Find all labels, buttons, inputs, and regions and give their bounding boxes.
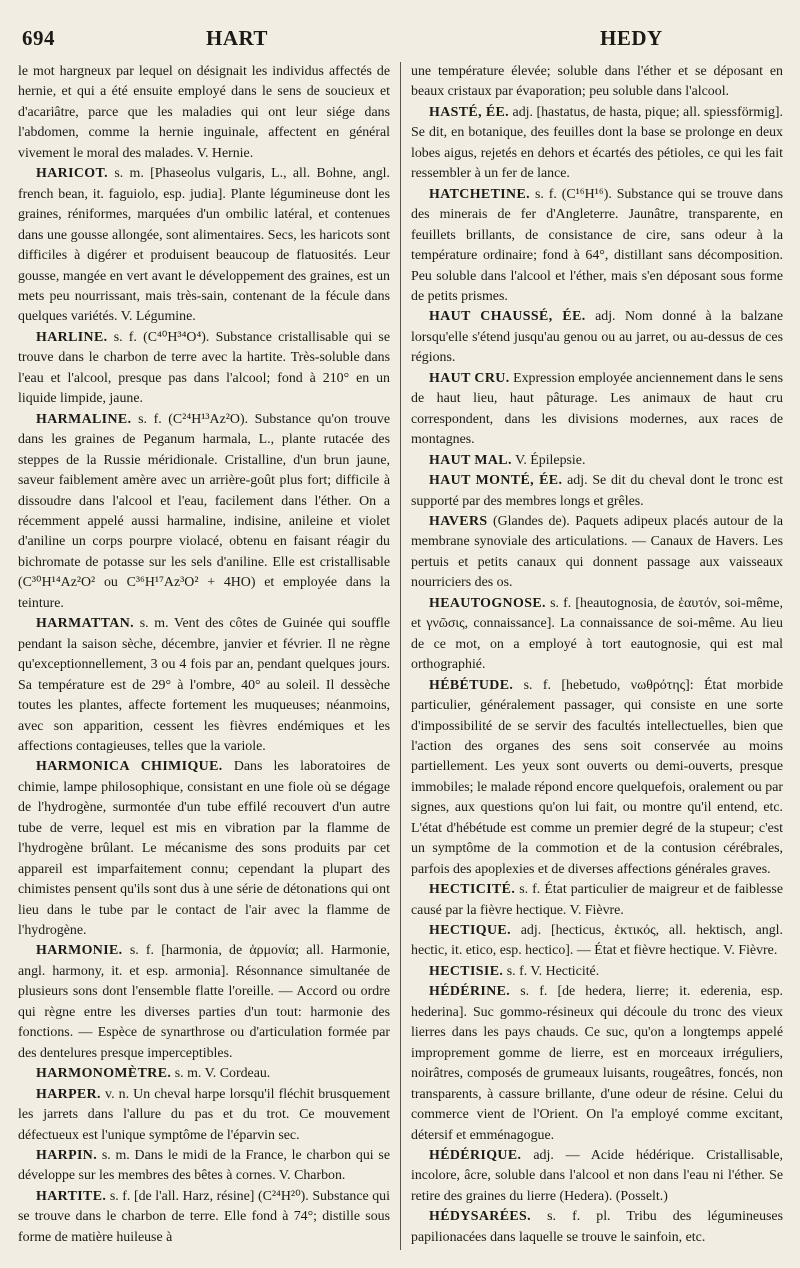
column-divider: [400, 62, 401, 1250]
entry-text: s. m. Vent des côtes de Guinée qui souffle pendant la saison sèche, décembre, janvier et février. Il ne règne qu'exceptionnellement, 3 ou 4 fois par an, pendant quelques jours. Sa température est de 29° à l'ombre, 40° au soleil. Il dessèche toutes les plantes, affecte fortement les muqueuses; néanmoins, avec son apparition, cessent les fièvres endémiques et les affections contagieuses, telles que la variole.: [18, 616, 390, 754]
entry-text: s. m. [Phaseolus vulgaris, L., all. Bohne, angl. french bean, it. faguiolo, esp. judia]. Plante légumineuse dont les graines, réniformes, marquées d'un ombilic latéral, et contenues dans une gousse allongée, sont alimentaires. Secs, les haricots sont difficiles à digérer et produisent beaucoup de flatuosités. Leur gousse, mangée en vert avant le développement des graines, est un mets peu nourrissant, mais très-sain, contenant de la fécule dans quelques variétés. V. Légumine.: [18, 166, 390, 325]
entry-text: Dans les laboratoires de chimie, lampe philosophique, consistant en une fiole où se dégage de l'hydrogène, surmontée d'un tube effilé recouvert d'un autre tube de verre, lequel est mis en vibration par la flamme de l'hydrogène brûlant. Le mécanisme des sons produits par cet appareil est imparfaitement connu; cependant la plupart des chimistes pensent qu'ils sont dus à une série de détonations qui ont lieu dans le tube par le contact de l'air avec la flamme de l'hydrogène.: [18, 759, 390, 939]
entry-headword: HARMONIE.: [36, 943, 123, 959]
dictionary-entry: [411, 1207, 783, 1248]
entry-headword: HAUT CRU.: [429, 370, 510, 386]
entry-text: une température élevée; soluble dans l'éther et se déposant en beaux cristaux par évaporation; peu soluble dans l'alcool.: [411, 64, 783, 100]
entry-headword: HARMONICA CHIMIQUE.: [36, 759, 223, 775]
entry-text: s. f. État particulier de maigreur et de faiblesse causé par la fièvre hectique. V. Fièvre.: [411, 882, 783, 918]
dictionary-entry: [411, 307, 783, 368]
entry-text: adj. [hastatus, de hasta, pique; all. spiessförmig]. Se dit, en botanique, des feuilles dont la base se prolonge en deux lobes aigus, rejetés en dehors et écartés des pétioles, ce qui les fait ressembler à un fer de lance.: [411, 104, 783, 182]
entry-text: Expression employée anciennement dans le sens de haut lieu, haut pâturage. Les animaux de haut cru correspondent, dans les divisions modernes, aux races de montagnes.: [411, 370, 783, 448]
dictionary-entry: [18, 1064, 390, 1084]
entry-text: adj. — Acide hédérique. Cristallisable, incolore, âcre, soluble dans l'alcool et non dans l'eau ni l'éther. Se retire des graines du lierre (Hedera). (Posselt.): [411, 1148, 783, 1204]
entry-headword: HARICOT.: [36, 166, 109, 182]
entry-headword: HAUT CHAUSSÉ, ÉE.: [429, 309, 586, 325]
dictionary-entry: [411, 982, 783, 1146]
entry-headword: HÉDÉRINE.: [429, 984, 511, 1000]
dictionary-entry: [18, 328, 390, 410]
left-column: [18, 62, 390, 1250]
dictionary-entry: [18, 614, 390, 757]
entry-headword: HÉDYSARÉES.: [429, 1209, 532, 1225]
dictionary-entry: [411, 103, 783, 185]
dictionary-entry: [411, 62, 783, 103]
entry-headword: HARMATTAN.: [36, 616, 135, 632]
entry-headword: HARPER.: [36, 1086, 101, 1102]
entry-headword: HATCHETINE.: [429, 186, 531, 202]
entry-headword: HECTICITÉ.: [429, 882, 516, 898]
entry-text: s. m. V. Cordeau.: [174, 1066, 271, 1082]
entry-headword: HÉBÉTUDE.: [429, 677, 514, 693]
entry-headword: HAVERS: [429, 513, 488, 529]
entry-text: v. n. Un cheval harpe lorsqu'il fléchit brusquement les jarrets dans l'allure du pas et du trot. Ce mouvement défectueux est l'unique symptôme de l'éparvin sec.: [18, 1086, 390, 1143]
entry-text: adj. Se dit du cheval dont le tronc est supporté par des membres longs et grêles.: [411, 473, 783, 509]
entry-text: s. f. [de hedera, lierre; it. ederenia, esp. hederina]. Suc gommo-résineux qui découle du tronc des vieux lierres dans les pays chauds. Ce suc, qu'on a longtemps appelé improprement gomme de lierre, est en morceaux irréguliers, noirâtres, composés de grumeaux luisants, rougeâtres, foncés, non transparents, à cassure brillante, d'une odeur de résine. Celui du commerce vient de l'Orient. On l'a employé comme excitant, détersif et emménagogue.: [411, 984, 783, 1143]
dictionary-entry: [411, 962, 783, 982]
entry-headword: HÉDÉRIQUE.: [429, 1148, 522, 1164]
entry-headword: HARLINE.: [36, 329, 108, 345]
entry-text: adj. [hecticus, ἑκτικός, all. hektisch, angl. hectic, it. etico, esp. hectico]. — État et fièvre hectique. V. Fièvre.: [411, 923, 783, 959]
entry-headword: HAUT MAL.: [429, 452, 512, 468]
entry-text: s. f. [harmonia, de ἁρμονία; all. Harmonie, angl. harmony, it. et esp. armonia]. Résonnance simultanée de plusieurs sons dont l'ensemble flatte l'oreille. — Accord ou ordre qui règne entre les diverses parties d'un tout: harmonie des fonctions. — Espèce de synarthrose ou d'articulation formée par des dentelures presque imperceptibles.: [18, 943, 390, 1061]
running-header: [20, 26, 780, 54]
dictionary-entry: [18, 941, 390, 1064]
entry-headword: HEAUTOGNOSE.: [429, 595, 546, 611]
dictionary-entry: [411, 1146, 783, 1207]
entry-headword: HARMONOMÈTRE.: [36, 1066, 172, 1082]
dictionary-entry: [411, 451, 783, 471]
entry-headword: HECTISIE.: [429, 963, 504, 979]
entry-text: s. f. (C⁴⁰H³⁴O⁴). Substance cristallisable qui se trouve dans le charbon de terre avec la hartite. Très-soluble dans l'eau et l'alcool, presque pas dans l'alcool; fond à 210° en un liquide limpide, jaune.: [18, 329, 390, 407]
dictionary-entry: [18, 1085, 390, 1146]
dictionary-entry: [411, 921, 783, 962]
entry-text: s. m. Dans le midi de la France, le charbon qui se développe sur les membres des bêtes à cornes. V. Charbon.: [18, 1148, 390, 1184]
left-running-head: HART: [206, 26, 268, 50]
entry-text: s. f. [de l'all. Harz, résine] (C²⁴H²⁰). Substance qui se trouve dans le charbon de terre. Elle fond à 74°; distille sous forme de matière huileuse à: [18, 1188, 390, 1245]
dictionary-entry: [18, 1146, 390, 1187]
right-running-head: HEDY: [600, 26, 663, 50]
entry-text: s. f. V. Hecticité.: [506, 963, 600, 979]
entry-text: le mot hargneux par lequel on désignait les individus affectés de hernie, et qui a été ensuite employé dans le sens de soucieux et d'acariâtre, parce que les maladies qui ont leur siége dans l'abdomen, comme la hernie inguinale, affectent en général vivement le moral des malades. V. Hernie.: [18, 64, 390, 161]
entry-headword: HARTITE.: [36, 1188, 107, 1204]
entry-headword: HARPIN.: [36, 1148, 98, 1164]
entry-headword: HARMALINE.: [36, 411, 132, 427]
dictionary-entry: [18, 757, 390, 941]
dictionary-entry: [18, 62, 390, 164]
entry-text: V. Épilepsie.: [515, 452, 586, 468]
dictionary-entry: [18, 1187, 390, 1248]
right-column: [411, 62, 783, 1250]
entry-text: s. f. [hebetudo, νωθρότης]: État morbide particulier, généralement passager, qui consiste en une sorte d'impossibilité de se servir des facultés intellectuelles, bien que l'action des organes des sens soit conservée au moins partiellement. Les yeux sont ouverts ou demi-ouverts, presque immobiles; le malade répond encore quelquefois, oralement ou par signes, aux questions qu'on lui fait, ou montre qu'il entend, etc. L'état d'hébétude est comme un premier degré de la stupeur; c'est un symptôme de la commotion et de la contusion cérébrales, parfois des apoplexies et de diverses affections générales graves.: [411, 677, 783, 877]
entry-text: s. f. (C¹⁶H¹⁶). Substance qui se trouve dans des minerais de fer d'Angleterre. Jaunâtre, transparente, en feuillets brillants, de consistance de cire, sans odeur à la température ordinaire; fond à 64°, distillant sans décomposition. Peu soluble dans l'alcool et l'éther, mais s'en déposant sous forme de petits prismes.: [411, 186, 783, 304]
page-number: 694: [22, 26, 55, 50]
dictionary-entry: [411, 512, 783, 594]
dictionary-entry: [411, 369, 783, 451]
entry-headword: HAUT MONTÉ, ÉE.: [429, 473, 563, 489]
dictionary-entry: [411, 471, 783, 512]
entry-text: s. f. pl. Tribu des légumineuses papilionacées dans laquelle se trouve le sainfoin, etc.: [411, 1209, 783, 1245]
entry-headword: HASTÉ, ÉE.: [429, 104, 510, 120]
entry-text: (Glandes de). Paquets adipeux placés autour de la membrane synoviale des articulations. — Canaux de Havers. Les pertuis et petits canaux qui donnent passage aux vaisseaux nourriciers des os.: [411, 513, 783, 591]
entry-headword: HECTIQUE.: [429, 923, 511, 939]
dictionary-entry: [411, 594, 783, 676]
dictionary-entry: [18, 164, 390, 328]
entry-text: adj. Nom donné à la balzane lorsqu'elle s'étend jusqu'au genou ou au jarret, ou au-dessus de ces régions.: [411, 309, 783, 366]
dictionary-entry: [411, 880, 783, 921]
dictionary-entry: [411, 676, 783, 881]
entry-text: s. f. (C²⁴H¹³Az²O). Substance qu'on trouve dans les graines de Peganum harmala, L., plante rutacée des steppes de la Russie méridionale. Cristalline, d'un brun jaune, saveur faiblement amère avec un arrière-goût plus fort; difficile à dissoudre dans l'alcool et l'eau, facilement dans l'éther. On a récemment appelé aussi harmaline, indisine, anileine et violet d'aniline un corps pourpre violacé, obtenu en faisant réagir du bichromate de potasse sur les sels d'aniline. Elle est cristallisable (C³⁰H¹⁴Az²O² ou C³⁶H¹⁷Az³O² + 4HO) et employée dans la teinture.: [18, 411, 390, 611]
entry-text: s. f. [heautognosia, de ἑαυτόν, soi-même, et γνῶσις, connaissance]. La connaissance de soi-même. Au lieu de ce mot, on a employé à tort eautognosie, qui est mal orthographié.: [411, 595, 783, 673]
dictionary-entry: [18, 410, 390, 615]
dictionary-entry: [411, 185, 783, 308]
